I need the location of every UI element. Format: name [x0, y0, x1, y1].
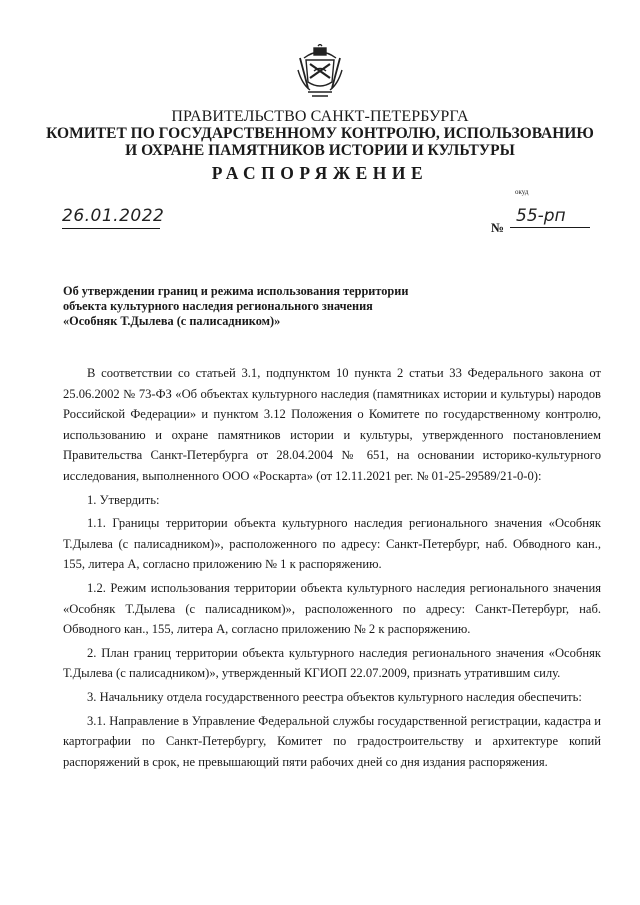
committee-name-line-1: КОМИТЕТ ПО ГОСУДАРСТВЕННОМУ КОНТРОЛЮ, ИСПОЛЬЗОВАНИЮ: [46, 125, 594, 142]
document-subject: [63, 284, 408, 329]
document-body: [63, 363, 601, 772]
coat-of-arms-emblem: [294, 44, 346, 98]
preamble-paragraph: В соответствии со статьей 3.1, подпунктом 10 пункта 2 статьи 33 Федерального закона от 25.06.2002 № 73-ФЗ «Об объектах культурного наследия (памятниках истории и культуры) народов Российской Федерации» и пунктом 3.12 Положения о Комитете по государственному контролю, использованию и охране памятников истории и культуры, утвержденного постановлением Правительства Санкт-Петербурга от 28.04.2004 № 651, на основании историко-культурного исследования, выполненного ООО «Роскарта» (от 12.11.2021 рег. № 01-25-29589/21-0-0):: [63, 366, 601, 483]
document-type-title: РАСПОРЯЖЕНИЕ: [211, 163, 429, 183]
document-date: 26.01.2022: [62, 206, 160, 229]
clause-1: 1. Утвердить:: [87, 492, 160, 507]
clause-1-1: 1.1. Границы территории объекта культурного наследия регионального значения «Особняк Т.Дылева (с палисадником)», расположенного по адресу: Санкт-Петербург, наб. Обводного кан., 155, литера А, согласно приложению № 1 к распоряжению.: [63, 516, 601, 572]
clause-3-1: 3.1. Направление в Управление Федеральной службы государственной регистрации, кадастра и картографии по Санкт-Петербургу, Комитет по градостроительству и архитектуре копий распоряжений в срок, не превышающий пяти рабочих дней со дня издания распоряжения.: [63, 713, 601, 769]
number-label: №: [491, 220, 505, 235]
committee-name-line-2: И ОХРАНЕ ПАМЯТНИКОВ ИСТОРИИ И КУЛЬТУРЫ: [125, 142, 515, 159]
document-number: 55-рп: [510, 206, 590, 228]
clause-1-2: 1.2. Режим использования территории объекта культурного наследия регионального значения «Особняк Т.Дылева (с палисадником)», расположенного по адресу: Санкт-Петербург, наб. Обводного кан., 155, литера А, согласно приложению № 2 к распоряжению.: [63, 580, 601, 637]
clause-3: 3. Начальнику отдела государственного реестра объектов культурного наследия обеспечить:: [87, 689, 582, 704]
government-name: ПРАВИТЕЛЬСТВО САНКТ-ПЕТЕРБУРГА: [171, 108, 469, 125]
okud-label: окуд: [515, 188, 529, 196]
committee-name: [0, 125, 640, 159]
subject-line-3: «Особняк Т.Дылева (с палисадником)»: [63, 314, 281, 328]
subject-line-1: Об утверждении границ и режима использования территории: [63, 284, 409, 298]
subject-line-2: объекта культурного наследия регионального значения: [63, 299, 373, 313]
clause-2: 2. План границ территории объекта культурного наследия регионального значения «Особняк Т.Дылева (с палисадником)», утвержденный КГИОП 22.07.2009, признать утратившим силу.: [63, 645, 601, 681]
